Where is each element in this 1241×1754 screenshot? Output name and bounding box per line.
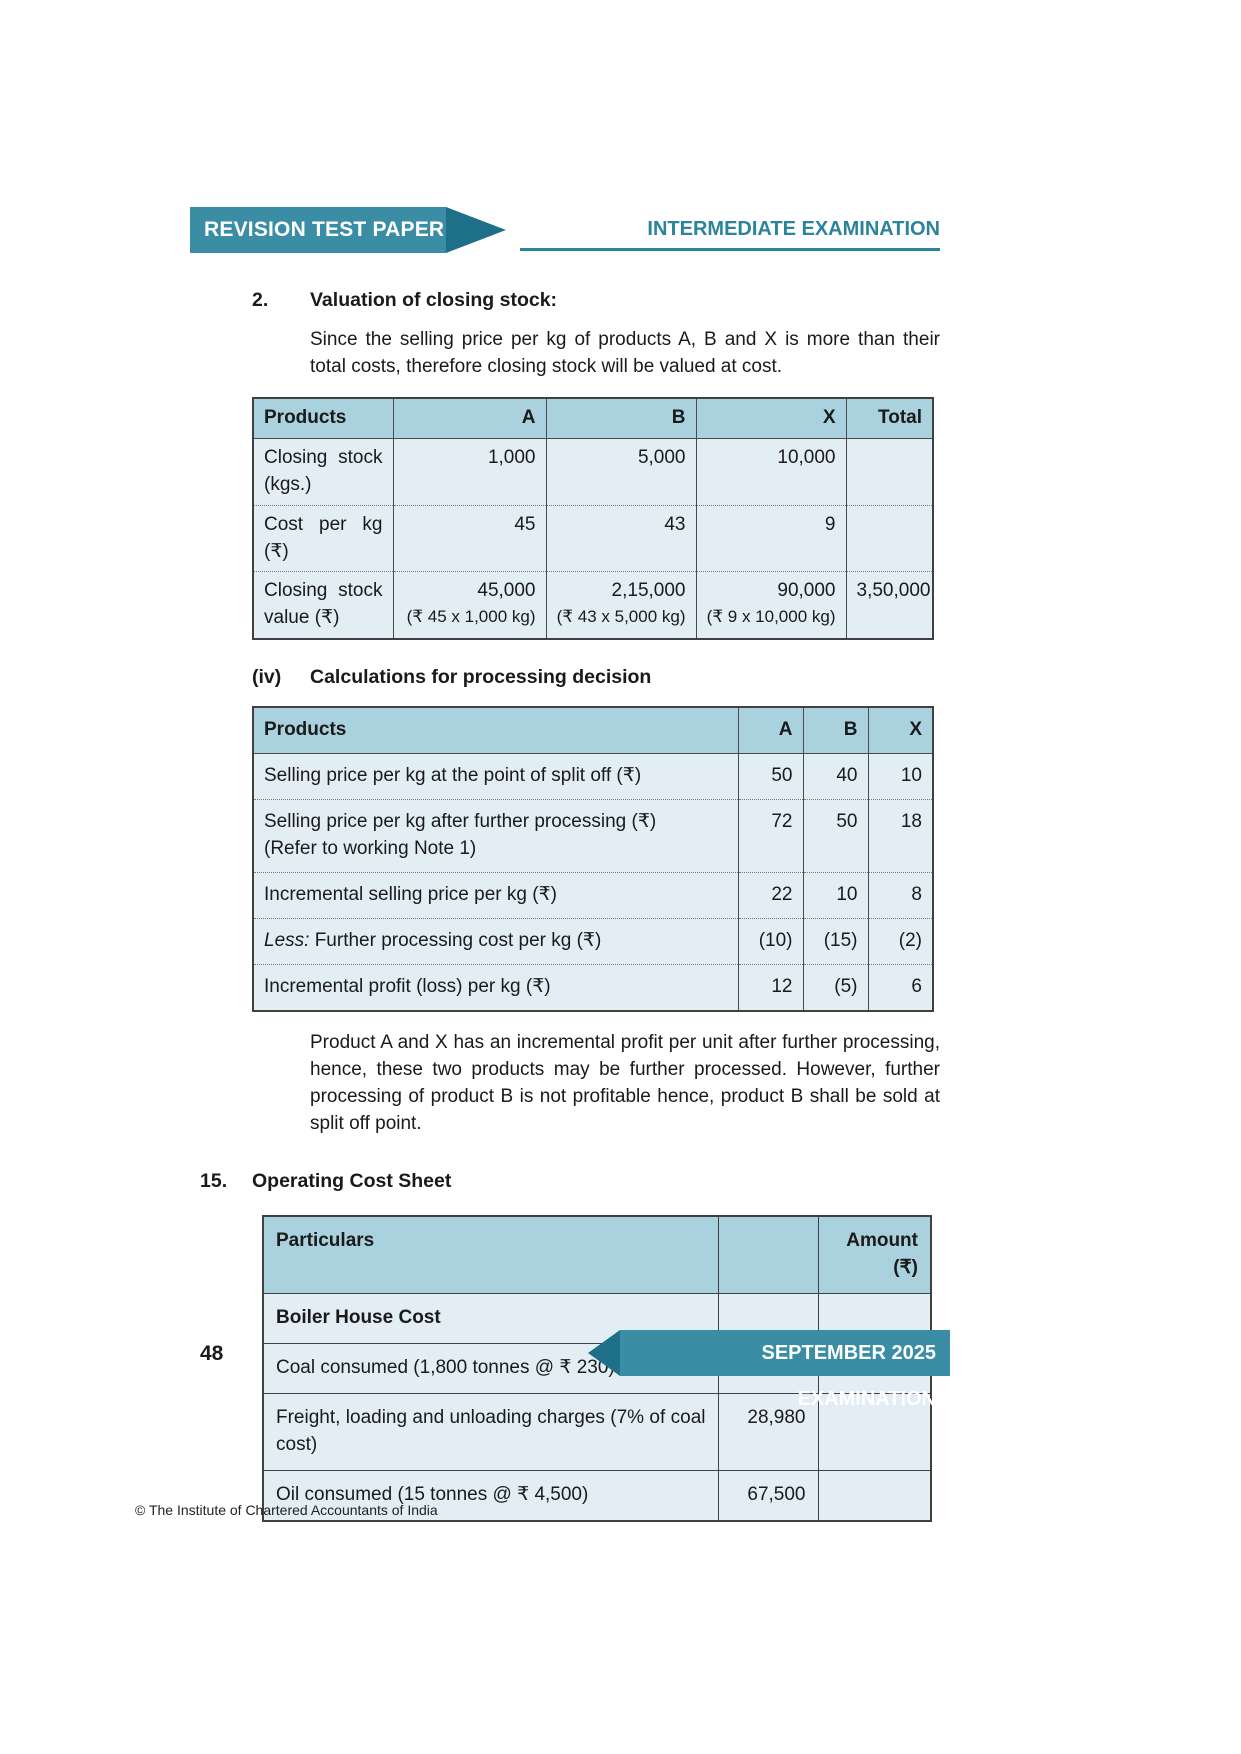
row-label: Selling price per kg at the point of split off (₹) (253, 754, 738, 800)
column-header: Total (846, 398, 933, 438)
column-header: Products (253, 398, 393, 438)
column-header: A (393, 398, 546, 438)
table-row (253, 754, 933, 800)
less-prefix: Less: (264, 929, 310, 951)
table-cell: 5,000 (546, 438, 696, 505)
table-cell: 12 (738, 964, 803, 1010)
row-label: Cost per kg (₹) (253, 505, 393, 572)
table-cell: (15) (803, 918, 868, 964)
column-header: Particulars (263, 1216, 718, 1293)
section-2-heading (252, 287, 940, 315)
copyright-notice: © The Institute of Chartered Accountants of India (135, 1502, 438, 1518)
table-cell: 50 (738, 754, 803, 800)
banner-arrow-right-icon (446, 207, 506, 253)
table-row (253, 800, 933, 873)
footer-banner-text: SEPTEMBER 2025 EXAMINATION (761, 1342, 936, 1410)
cell-formula: (₹ 45 x 1,000 kg) (406, 607, 536, 627)
cell-formula: (₹ 9 x 10,000 kg) (706, 607, 836, 627)
table-cell: 10,000 (696, 438, 846, 505)
column-header (818, 1216, 931, 1293)
table-cell: 22 (738, 872, 803, 918)
table-cell: 43 (546, 505, 696, 572)
table-cell: (2) (868, 918, 933, 964)
closing-stock-table (252, 397, 934, 641)
row-label (253, 800, 738, 873)
section-iv-heading (252, 664, 940, 692)
cell-value: 45,000 (477, 580, 536, 602)
row-label: Freight, loading and unloading charges (7% of coal cost) (263, 1394, 718, 1471)
row-label: Incremental profit (loss) per kg (₹) (253, 964, 738, 1010)
header-banner-text: REVISION TEST PAPER (204, 218, 445, 241)
column-header: Products (253, 707, 738, 753)
column-header: X (696, 398, 846, 438)
table-cell: 18 (868, 800, 933, 873)
page-number: 48 (200, 1342, 224, 1365)
table-header-row (253, 398, 933, 438)
table-cell (696, 572, 846, 639)
row-label-line1: Selling price per kg after further processing (₹) (264, 811, 657, 833)
table-row (253, 572, 933, 639)
table-cell: 10 (803, 872, 868, 918)
cell-value: 2,15,000 (611, 580, 686, 602)
column-header-empty (718, 1216, 818, 1293)
column-header: B (546, 398, 696, 438)
table-cell (393, 572, 546, 639)
row-label: Incremental selling price per kg (₹) (253, 872, 738, 918)
table-cell: 67,500 (718, 1471, 818, 1521)
section-title: Valuation of closing stock: (310, 289, 558, 311)
table-cell: 45 (393, 505, 546, 572)
row-label: Closing stock (kgs.) (253, 438, 393, 505)
row-label: Closing stock value (₹) (253, 572, 393, 639)
section-15-heading (200, 1168, 940, 1196)
cell-value: 90,000 (777, 580, 836, 602)
table-cell: 6 (868, 964, 933, 1010)
table-header-row (263, 1216, 931, 1293)
row-label-text: Further processing cost per kg (₹) (309, 929, 602, 951)
table-row (253, 872, 933, 918)
table-cell: 1,000 (393, 438, 546, 505)
processing-decision-table (252, 706, 934, 1012)
table-row (253, 918, 933, 964)
header-exam-title: INTERMEDIATE EXAMINATION (520, 218, 940, 251)
section-2-intro-paragraph: Since the selling price per kg of products A, B and X is more than their total costs, therefore closing stock will be valued at cost. (310, 328, 940, 377)
row-label (253, 918, 738, 964)
section-number: (iv) (252, 666, 282, 689)
conclusion-paragraph: Product A and X has an incremental profit per unit after further processing, hence, these two products may be further processed. However, further processing of product B is not profitable hence, product B shall be sold at split off point. (310, 1031, 940, 1134)
section-number: 15. (200, 1169, 228, 1192)
column-header: X (868, 707, 933, 753)
section-number: 2. (252, 289, 269, 311)
table-cell: 50 (803, 800, 868, 873)
table-cell (846, 438, 933, 505)
table-cell (846, 505, 933, 572)
banner-arrow-left-icon (588, 1330, 620, 1376)
table-header-row (253, 707, 933, 753)
row-label-line2: (Refer to working Note 1) (264, 838, 477, 859)
column-header: A (738, 707, 803, 753)
table-cell: 3,50,000 (846, 572, 933, 639)
footer-banner (620, 1330, 950, 1410)
table-cell (818, 1471, 931, 1521)
table-cell (546, 572, 696, 639)
table-cell: (10) (738, 918, 803, 964)
table-cell: 8 (868, 872, 933, 918)
header-banner (190, 207, 446, 253)
row-label: Oil consumed (15 tonnes @ ₹ 4,500) (263, 1471, 718, 1521)
row-label: Boiler House Cost (263, 1294, 718, 1344)
table-cell: 28,980 (718, 1394, 818, 1471)
table-row (253, 505, 933, 572)
row-label: Coal consumed (1,800 tonnes @ ₹ 230) (263, 1344, 718, 1394)
amount-header-line2: (₹) (893, 1257, 918, 1279)
section-title: Operating Cost Sheet (252, 1169, 452, 1192)
amount-header-line1: Amount (846, 1230, 918, 1252)
cell-formula: (₹ 43 x 5,000 kg) (556, 607, 686, 627)
table-cell: 10 (868, 754, 933, 800)
column-header: B (803, 707, 868, 753)
table-cell: 72 (738, 800, 803, 873)
table-cell: 40 (803, 754, 868, 800)
table-cell: 9 (696, 505, 846, 572)
table-row (253, 438, 933, 505)
table-cell: (5) (803, 964, 868, 1010)
section-title: Calculations for processing decision (310, 666, 652, 689)
table-row (253, 964, 933, 1010)
